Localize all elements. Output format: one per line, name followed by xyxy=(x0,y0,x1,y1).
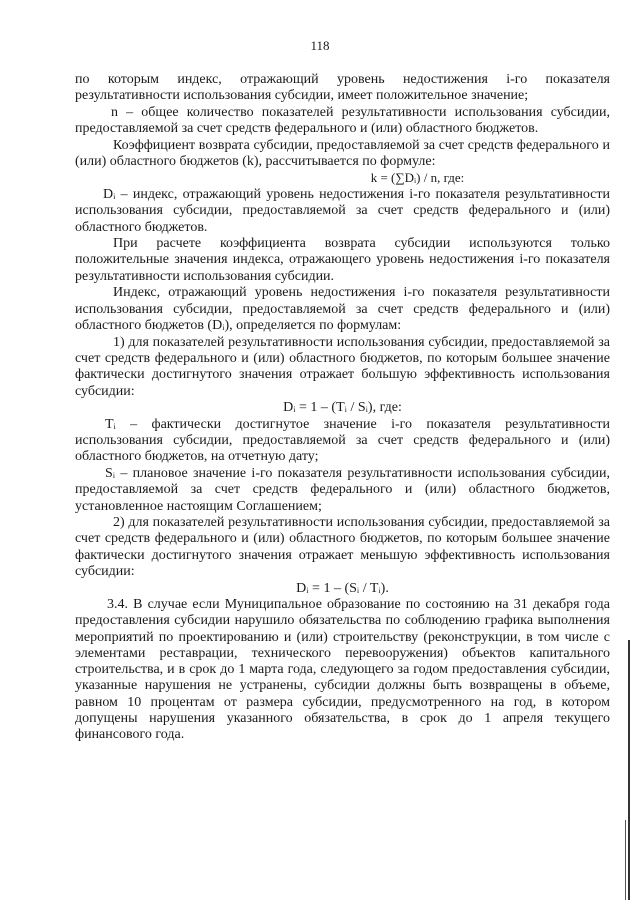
scan-margin-edge xyxy=(628,640,630,900)
paragraph-return-coefficient: Коэффициент возврата субсидии, предоставляемой за счет средств федерального и (или) областного бюджетов (k), рассчитывается по формуле: xyxy=(75,137,610,170)
paragraph-case-2: 2) для показателей результативности использования субсидии, предоставляемой за счет средств федерального и (или) областного бюджетов, по которым большее значение фактически достигнутого значения отражает меньшую эффективность использования субсидии: xyxy=(75,514,610,580)
paragraph-section-3-4: 3.4. В случае если Муниципальное образование по состоянию на 31 декабря года предоставления субсидии нарушило обязательства по соблюдению графика выполнения мероприятий по проектированию и (или) строительству (реконструкции, в том числе с элементами реставрации, технического перевооружения) объектов капитального строительства, и в срок до 1 марта года, следующего за годом предоставления субсидии, указанные нарушения не устранены, субсидии должны быть возвращены в объеме, равном 10 процентам от размера субсидии, предусмотренного на год, в котором допущены нарушения указанного обязательства, в срок до 1 апреля текущего финансового года. xyxy=(75,597,610,743)
paragraph-positive-values: При расчете коэффициента возврата субсидии используются только положительные значения индекса, отражающего уровень недостижения i-го показателя результативности использования субсидии. xyxy=(75,236,610,284)
paragraph-indicator-condition: по которым индекс, отражающий уровень недостижения i-го показателя результативности использования субсидии, имеет положительное значение; xyxy=(75,72,610,104)
formula-di-2: Dᵢ = 1 – (Sᵢ / Tᵢ). xyxy=(296,580,389,596)
paragraph-ti-definition: Tᵢ – фактически достигнутое значение i-го показателя результативности использования субсидии, предоставляемой за счет средств федерального и (или) областного бюджетов, на отчетную дату; xyxy=(75,416,610,465)
scan-margin-edge-secondary xyxy=(625,820,626,900)
page-number: 118 xyxy=(310,38,330,53)
formula-k: k = (∑Dᵢ) / n, где: xyxy=(370,170,465,186)
paragraph-index-definition: Индекс, отражающий уровень недостижения i-го показателя результативности использования субсидии, предоставляемой за счет средств федерального и (или) областного бюджетов (Dᵢ), определяется по формулам: xyxy=(75,285,610,334)
paragraph-di-definition: Dᵢ – индекс, отражающий уровень недостижения i-го показателя результативности использования субсидии, предоставляемой за счет средств федерального и (или) областного бюджетов. xyxy=(75,186,610,235)
document-body xyxy=(75,72,610,744)
formula-di-1: Dᵢ = 1 – (Tᵢ / Sᵢ), где: xyxy=(283,400,402,416)
paragraph-case-1: 1) для показателей результативности использования субсидии, предоставляемой за счет средств федерального и (или) областного бюджетов, по которым большее значение фактически достигнутого значения отражает большую эффективность использования субсидии: xyxy=(75,334,610,399)
paragraph-si-definition: Sᵢ – плановое значение i-го показателя результативности использования субсидии, предоставляемой за счет средств федерального и (или) областного бюджетов, установленное настоящим Соглашением; xyxy=(75,465,610,514)
paragraph-n-definition: n – общее количество показателей результативности использования субсидии, предоставляемой за счет средств федерального и (или) областного бюджетов. xyxy=(75,104,610,137)
